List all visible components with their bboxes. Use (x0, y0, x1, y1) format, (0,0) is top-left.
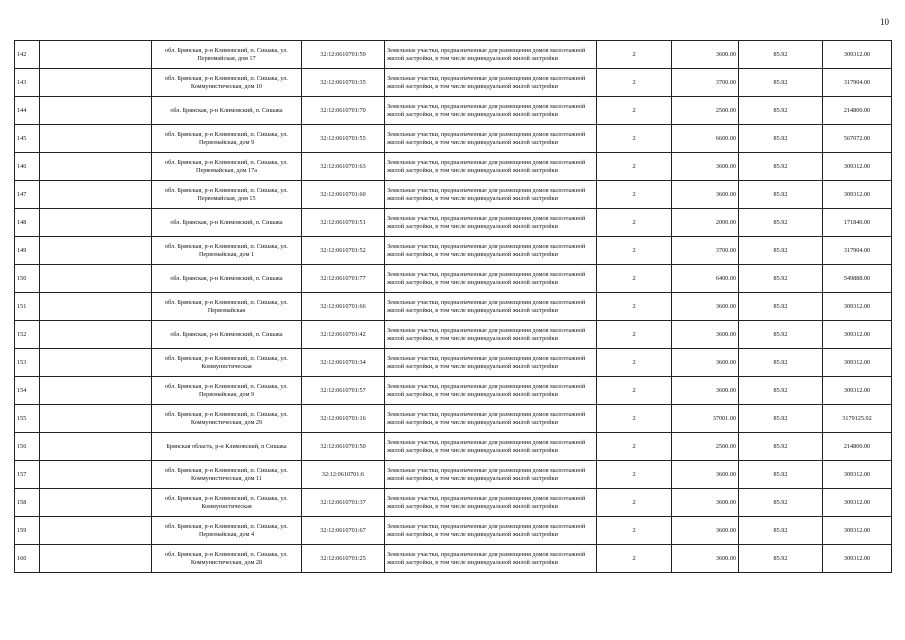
cadastral-number-cell: 32:12:0610701:50 (302, 433, 385, 461)
table-row (15, 181, 892, 209)
row-number-cell: 146 (15, 153, 40, 181)
cadastral-value-cell: 309312.00 (823, 377, 892, 405)
table-row (15, 545, 892, 573)
empty-cell (40, 377, 152, 405)
row-number-cell: 154 (15, 377, 40, 405)
empty-cell (40, 321, 152, 349)
empty-cell (40, 97, 152, 125)
empty-cell (40, 461, 152, 489)
cadastral-number-cell: 32:12:0610701:77 (302, 265, 385, 293)
row-number-cell: 149 (15, 237, 40, 265)
rate-cell: 85.92 (739, 433, 823, 461)
category-cell: 2 (597, 97, 672, 125)
area-cell: 3600.00 (672, 377, 739, 405)
cadastral-number-cell: 32:12:0610701:52 (302, 237, 385, 265)
cadastral-number-cell: 32:12:0610701:57 (302, 377, 385, 405)
cadastral-number-cell: 32:12:0610701:34 (302, 349, 385, 377)
table-row (15, 433, 892, 461)
permitted-use-cell: Земельные участки, предназначенные для размещения домов малоэтажной жилой застройки, в том числе индивидуальной жилой застройки (385, 321, 597, 349)
cadastral-number-cell: 32:12:0610701:66 (302, 293, 385, 321)
row-number-cell: 152 (15, 321, 40, 349)
empty-cell (40, 545, 152, 573)
table-row (15, 461, 892, 489)
permitted-use-cell: Земельные участки, предназначенные для размещения домов малоэтажной жилой застройки, в том числе индивидуальной жилой застройки (385, 377, 597, 405)
row-number-cell: 151 (15, 293, 40, 321)
address-cell: обл. Брянская, р-н Климовский, п. Сишака, ул. Коммунистическая, дом 11 (152, 461, 302, 489)
address-cell: обл. Брянская, р-н Климовский, п. Сишака (152, 97, 302, 125)
area-cell: 6400.00 (672, 265, 739, 293)
category-cell: 2 (597, 349, 672, 377)
address-cell: обл. Брянская, р-н Климовский, п. Сишака, ул. Первомайская, дом 1 (152, 237, 302, 265)
area-cell: 2500.00 (672, 97, 739, 125)
empty-cell (40, 293, 152, 321)
rate-cell: 85.92 (739, 349, 823, 377)
rate-cell: 85.92 (739, 237, 823, 265)
cadastral-number-cell: 32:12:0610701:67 (302, 517, 385, 545)
cadastral-value-cell: 309312.00 (823, 517, 892, 545)
table-row (15, 41, 892, 69)
area-cell: 3600.00 (672, 461, 739, 489)
table-row (15, 377, 892, 405)
empty-cell (40, 181, 152, 209)
area-cell: 6600.00 (672, 125, 739, 153)
empty-cell (40, 69, 152, 97)
row-number-cell: 150 (15, 265, 40, 293)
address-cell: обл. Брянская, р-н Климовский, п. Сишака, ул. Первомайская, дом 17а (152, 153, 302, 181)
empty-cell (40, 209, 152, 237)
row-number-cell: 156 (15, 433, 40, 461)
area-cell: 3600.00 (672, 321, 739, 349)
row-number-cell: 158 (15, 489, 40, 517)
area-cell: 2000.00 (672, 209, 739, 237)
table-row (15, 349, 892, 377)
address-cell: обл. Брянская, р-н Климовский, п. Сишака (152, 265, 302, 293)
permitted-use-cell: Земельные участки, предназначенные для размещения домов малоэтажной жилой застройки, в том числе индивидуальной жилой застройки (385, 349, 597, 377)
cadastral-value-cell: 309312.00 (823, 461, 892, 489)
category-cell: 2 (597, 153, 672, 181)
cadastral-value-cell: 309312.00 (823, 349, 892, 377)
category-cell: 2 (597, 321, 672, 349)
rate-cell: 85.92 (739, 153, 823, 181)
cadastral-value-cell: 309312.00 (823, 181, 892, 209)
cadastral-number-cell: 32:12:0610701:59 (302, 41, 385, 69)
permitted-use-cell: Земельные участки, предназначенные для размещения домов малоэтажной жилой застройки, в том числе индивидуальной жилой застройки (385, 293, 597, 321)
category-cell: 2 (597, 209, 672, 237)
empty-cell (40, 405, 152, 433)
address-cell: обл. Брянская, р-н Климовский, п. Сишака, ул. Коммунистическая (152, 349, 302, 377)
empty-cell (40, 237, 152, 265)
cadastral-number-cell: 32:12:0610701:70 (302, 97, 385, 125)
permitted-use-cell: Земельные участки, предназначенные для размещения домов малоэтажной жилой застройки, в том числе индивидуальной жилой застройки (385, 461, 597, 489)
rate-cell: 85.92 (739, 125, 823, 153)
permitted-use-cell: Земельные участки, предназначенные для размещения домов малоэтажной жилой застройки, в том числе индивидуальной жилой застройки (385, 41, 597, 69)
cadastral-value-cell: 309312.00 (823, 293, 892, 321)
category-cell: 2 (597, 517, 672, 545)
table-row (15, 321, 892, 349)
permitted-use-cell: Земельные участки, предназначенные для размещения домов малоэтажной жилой застройки, в том числе индивидуальной жилой застройки (385, 517, 597, 545)
category-cell: 2 (597, 237, 672, 265)
cadastral-value-cell: 309312.00 (823, 153, 892, 181)
address-cell: обл. Брянская, р-н Климовский, п. Сишака, ул. Первомайская, дом 4 (152, 517, 302, 545)
permitted-use-cell: Земельные участки, предназначенные для размещения домов малоэтажной жилой застройки, в том числе индивидуальной жилой застройки (385, 237, 597, 265)
cadastral-number-cell: 32:12:0610701:42 (302, 321, 385, 349)
address-cell: обл. Брянская, р-н Климовский, п. Сишака (152, 209, 302, 237)
rate-cell: 85.92 (739, 265, 823, 293)
address-cell: обл. Брянская, р-н Климовский, п. Сишака, ул. Первомайская, дом 17 (152, 41, 302, 69)
permitted-use-cell: Земельные участки, предназначенные для размещения домов малоэтажной жилой застройки, в том числе индивидуальной жилой застройки (385, 69, 597, 97)
cadastral-number-cell: 32:12:0610701:55 (302, 125, 385, 153)
category-cell: 2 (597, 545, 672, 573)
table-body (15, 41, 892, 573)
cadastral-number-cell: 32:12:0610701:6 (302, 461, 385, 489)
rate-cell: 85.92 (739, 405, 823, 433)
address-cell: обл. Брянская, р-н Климовский, п. Сишака, ул. Первомайская, дом 9 (152, 125, 302, 153)
cadastral-number-cell: 32:12:0610701:16 (302, 405, 385, 433)
empty-cell (40, 265, 152, 293)
rate-cell: 85.92 (739, 97, 823, 125)
permitted-use-cell: Земельные участки, предназначенные для размещения домов малоэтажной жилой застройки, в том числе индивидуальной жилой застройки (385, 433, 597, 461)
area-cell: 3600.00 (672, 349, 739, 377)
rate-cell: 85.92 (739, 517, 823, 545)
category-cell: 2 (597, 433, 672, 461)
row-number-cell: 142 (15, 41, 40, 69)
cadastral-value-cell: 549888.00 (823, 265, 892, 293)
table-row (15, 237, 892, 265)
cadastral-value-cell: 309312.00 (823, 545, 892, 573)
address-cell: обл. Брянская, р-н Климовский, п. Сишака, ул. Коммунистическая, дом 28 (152, 545, 302, 573)
category-cell: 2 (597, 489, 672, 517)
permitted-use-cell: Земельные участки, предназначенные для размещения домов малоэтажной жилой застройки, в том числе индивидуальной жилой застройки (385, 97, 597, 125)
cadastral-number-cell: 32:12:0610701:63 (302, 153, 385, 181)
category-cell: 2 (597, 181, 672, 209)
rate-cell: 85.92 (739, 181, 823, 209)
area-cell: 3700.00 (672, 69, 739, 97)
area-cell: 3600.00 (672, 181, 739, 209)
cadastral-number-cell: 32:12:0610701:37 (302, 489, 385, 517)
cadastral-value-cell: 309312.00 (823, 41, 892, 69)
rate-cell: 85.92 (739, 321, 823, 349)
address-cell: обл. Брянская, р-н Климовский, п. Сишака, ул. Коммунистическая (152, 489, 302, 517)
cadastral-value-cell: 317904.00 (823, 237, 892, 265)
category-cell: 2 (597, 461, 672, 489)
rate-cell: 85.92 (739, 209, 823, 237)
area-cell: 3600.00 (672, 545, 739, 573)
row-number-cell: 147 (15, 181, 40, 209)
address-cell: обл. Брянская, р-н Климовский, п. Сишака, ул. Коммунистическая, дом 10 (152, 69, 302, 97)
table-row (15, 405, 892, 433)
row-number-cell: 144 (15, 97, 40, 125)
address-cell: обл. Брянская, р-н Климовский, п. Сишака, ул. Первомайская, дом 9 (152, 377, 302, 405)
cadastral-value-cell: 309312.00 (823, 321, 892, 349)
rate-cell: 85.92 (739, 545, 823, 573)
row-number-cell: 157 (15, 461, 40, 489)
page-number: 10 (880, 17, 889, 27)
cadastral-number-cell: 32:12:0610701:35 (302, 69, 385, 97)
cadastral-number-cell: 32:12:0610701:60 (302, 181, 385, 209)
land-plots-table (14, 40, 892, 573)
rate-cell: 85.92 (739, 41, 823, 69)
empty-cell (40, 41, 152, 69)
cadastral-value-cell: 214800.00 (823, 433, 892, 461)
empty-cell (40, 153, 152, 181)
cadastral-number-cell: 32:12:0610701:25 (302, 545, 385, 573)
permitted-use-cell: Земельные участки, предназначенные для размещения домов малоэтажной жилой застройки, в том числе индивидуальной жилой застройки (385, 153, 597, 181)
rate-cell: 85.92 (739, 377, 823, 405)
permitted-use-cell: Земельные участки, предназначенные для размещения домов малоэтажной жилой застройки, в том числе индивидуальной жилой застройки (385, 125, 597, 153)
permitted-use-cell: Земельные участки, предназначенные для размещения домов малоэтажной жилой застройки, в том числе индивидуальной жилой застройки (385, 209, 597, 237)
empty-cell (40, 125, 152, 153)
area-cell: 2500.00 (672, 433, 739, 461)
rate-cell: 85.92 (739, 293, 823, 321)
cadastral-number-cell: 32:12:0610701:51 (302, 209, 385, 237)
area-cell: 3700.00 (672, 237, 739, 265)
category-cell: 2 (597, 377, 672, 405)
permitted-use-cell: Земельные участки, предназначенные для размещения домов малоэтажной жилой застройки, в том числе индивидуальной жилой застройки (385, 545, 597, 573)
area-cell: 3600.00 (672, 41, 739, 69)
address-cell: обл. Брянская, р-н Климовский, п. Сишака (152, 321, 302, 349)
area-cell: 37001.00 (672, 405, 739, 433)
address-cell: обл. Брянская, р-н Климовский, п. Сишака, ул. Первомайская, дом 15 (152, 181, 302, 209)
row-number-cell: 159 (15, 517, 40, 545)
category-cell: 2 (597, 265, 672, 293)
rate-cell: 85.92 (739, 489, 823, 517)
table-row (15, 293, 892, 321)
table-row (15, 517, 892, 545)
empty-cell (40, 517, 152, 545)
cadastral-value-cell: 567072.00 (823, 125, 892, 153)
row-number-cell: 145 (15, 125, 40, 153)
category-cell: 2 (597, 41, 672, 69)
category-cell: 2 (597, 69, 672, 97)
area-cell: 3600.00 (672, 153, 739, 181)
table-row (15, 97, 892, 125)
cadastral-value-cell: 171840.00 (823, 209, 892, 237)
permitted-use-cell: Земельные участки, предназначенные для размещения домов малоэтажной жилой застройки, в том числе индивидуальной жилой застройки (385, 265, 597, 293)
area-cell: 3600.00 (672, 293, 739, 321)
row-number-cell: 155 (15, 405, 40, 433)
row-number-cell: 160 (15, 545, 40, 573)
area-cell: 3600.00 (672, 517, 739, 545)
area-cell: 3600.00 (672, 489, 739, 517)
rate-cell: 85.92 (739, 461, 823, 489)
cadastral-value-cell: 214800.00 (823, 97, 892, 125)
address-cell: обл. Брянская, р-н Климовский, п. Сишака, ул. Первомайская (152, 293, 302, 321)
empty-cell (40, 433, 152, 461)
category-cell: 2 (597, 293, 672, 321)
permitted-use-cell: Земельные участки, предназначенные для размещения домов малоэтажной жилой застройки, в том числе индивидуальной жилой застройки (385, 405, 597, 433)
permitted-use-cell: Земельные участки, предназначенные для размещения домов малоэтажной жилой застройки, в том числе индивидуальной жилой застройки (385, 181, 597, 209)
address-cell: Брянская область, р-н Климовский, п Сишака (152, 433, 302, 461)
rate-cell: 85.92 (739, 69, 823, 97)
permitted-use-cell: Земельные участки, предназначенные для размещения домов малоэтажной жилой застройки, в том числе индивидуальной жилой застройки (385, 489, 597, 517)
table-row (15, 69, 892, 97)
cadastral-value-cell: 3179125.92 (823, 405, 892, 433)
row-number-cell: 148 (15, 209, 40, 237)
category-cell: 2 (597, 405, 672, 433)
table-row (15, 153, 892, 181)
row-number-cell: 143 (15, 69, 40, 97)
table-row (15, 209, 892, 237)
table-row (15, 489, 892, 517)
table-row (15, 265, 892, 293)
cadastral-value-cell: 309312.00 (823, 489, 892, 517)
empty-cell (40, 489, 152, 517)
address-cell: обл. Брянская, р-н Климовский, п. Сишака, ул. Коммунистическая, дом 29 (152, 405, 302, 433)
table-row (15, 125, 892, 153)
cadastral-value-cell: 317904.00 (823, 69, 892, 97)
empty-cell (40, 349, 152, 377)
row-number-cell: 153 (15, 349, 40, 377)
category-cell: 2 (597, 125, 672, 153)
